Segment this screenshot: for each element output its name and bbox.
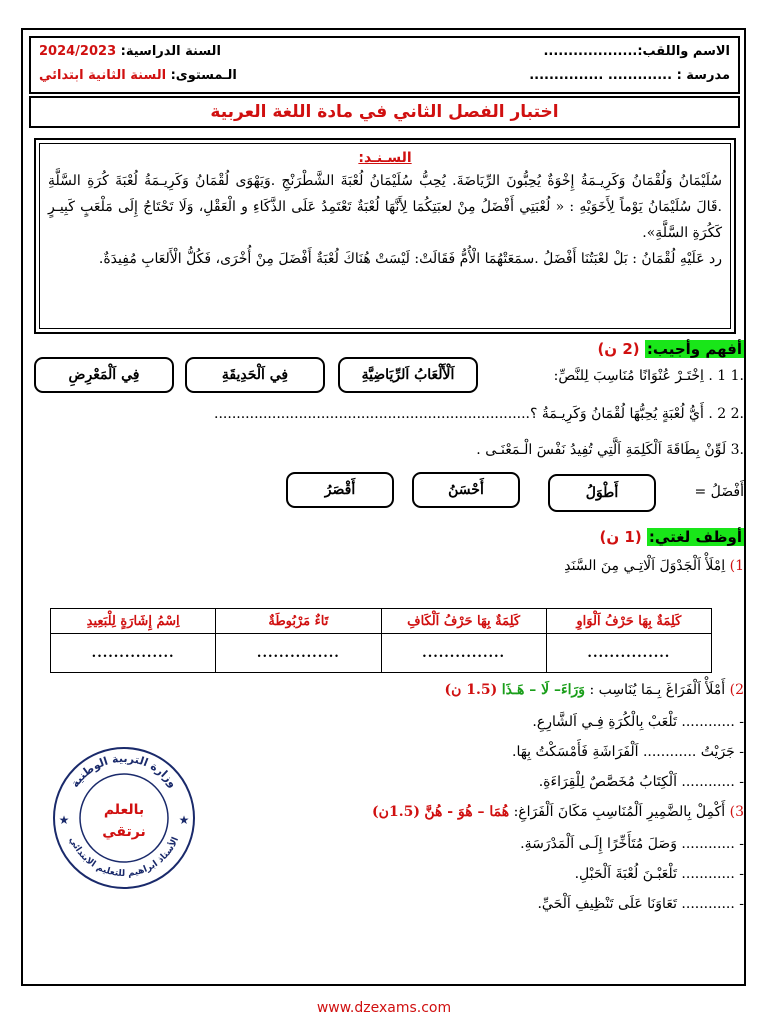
sanad-title: السـنـد: [358, 150, 412, 166]
fill-line[interactable]: - ............ تَلْعَبْـنَ لُعْبَةَ اَلْحَبْلِ. [574, 866, 744, 882]
stamp-star-icon: ★ [58, 813, 70, 827]
year-label: السنة الدراسية: [120, 44, 221, 59]
question-1-3: .3 لَوِّنْ بِطَاقَةَ اَلْكَلِمَةِ اَلَّتِي تُفِيدُ نَفْسَ الْـمَعْنَـى . [476, 442, 744, 458]
table-header: اِسْمُ إِشَارَةٍ لِلْبَعِيدِ [51, 609, 216, 634]
section-2-title: أوظف لغتي: [648, 528, 742, 546]
school-field[interactable]: مدرسة : ............. ............... [529, 68, 730, 83]
section-1-heading [597, 340, 744, 358]
q2-3-words: هُمَا – هُوَ - هُنَّ [424, 804, 510, 820]
level-value: السنة الثانية ابتدائي [39, 68, 167, 83]
footer-url[interactable]: www.dzexams.com [316, 1000, 452, 1016]
q3-target-word: أَفْضَلُ = [694, 484, 744, 500]
section-1-points: (2 ن) [597, 340, 640, 358]
q2-2-words: وَرَاءَ– لَا – هَـذَا [501, 682, 586, 698]
question-2-2 [444, 682, 744, 698]
table-header: كَلِمَةٌ بِهَا حَرْفُ اَلْكَافِ [381, 609, 546, 634]
q2-1-text: اِمْلَأْ اَلْجَدْوَلَ اَلْاتِـي مِنَ السَّنَدِ [564, 558, 726, 574]
fill-line[interactable]: - ............ اَلْكِتَابُ مُخَصَّصٌ لِلْقِرَاءَةِ. [538, 774, 744, 790]
q2-2-number: 2) [729, 682, 744, 698]
question-2-1 [564, 558, 744, 574]
stamp-center-line-2: نرتقي [102, 824, 146, 840]
q2-3-number: 3) [729, 804, 744, 820]
question-1-1: .1 1 . اِخْتَـرْ عُنْوَانًا مُنَاسِبَ لِلنَّصِّ: [553, 368, 744, 384]
sanad-paragraph-2: رد عَلَيْهِ لُقْمَانُ : بَلْ لعْبَتُنَا أَفْضَلُ .سمَعَتْهُمَا الْأُمُّ فَقَالَتْ: لَيْسَتْ هُنَاكَ لُعْبَةٌ أَفْضَلَ مِنْ أُخْرَى، فَكُلُّ الْأَلعَابِ مُفِيدَةٌ. [98, 251, 722, 267]
exam-title: اختبار الفصل الثاني في مادة اللغة العربية [29, 96, 740, 128]
header-box [29, 36, 740, 94]
question-1-2[interactable]: .2 2 . أَيُّ لُعْبَةٍ يُحِبُّهَا لُقْمَانُ وَكَرِيـمَةُ ؟....................................................................... [214, 406, 744, 422]
table-cell[interactable]: ............... [546, 634, 711, 673]
q2-2-text: أَمْلَأْ اَلْفَرَاغَ بِـمَا يُنَاسِب : [589, 682, 726, 698]
q2-2-points: (1.5 ن) [444, 682, 498, 698]
section-1-title: أفهم وأجيب: [646, 340, 742, 358]
stamp-star-icon: ★ [178, 813, 190, 827]
question-2-3 [372, 804, 744, 820]
fill-line[interactable]: - ............ وَصَلَ مُتَأَخِّرًا إِلَـى اَلْمَدْرَسَةِ. [520, 836, 744, 852]
fill-line[interactable]: - ............ تَلْعَبْ بِالْكُرَةِ فِـي اَلشَّارِعِ. [532, 714, 744, 730]
table-header: كَلِمَةٌ بِهَا حَرْفُ اَلْوَاوِ [546, 609, 711, 634]
sanad-box [34, 138, 736, 334]
option-card-exhibition[interactable]: فِي اَلْمَعْرِضِ [34, 357, 174, 393]
option-card-garden[interactable]: فِي اَلْحَدِيقَةِ [185, 357, 325, 393]
word-table [50, 608, 712, 673]
stamp-ring-text: وزارة التربية الوطنية [68, 751, 180, 790]
fill-line[interactable]: - ............ تَعَاوَنَا عَلَى تَنْظِيفِ اَلْحَيِّ. [537, 896, 744, 912]
q2-3-points: (1.5ن) [372, 804, 420, 820]
sanad-paragraph-1: سُلَيْمَانُ وَلُقْمَانُ وَكَرِيـمَةُ إِخْوَةٌ يُحِبُّونَ الرِّيَاضَةَ. يُحِبُّ سُلَيْمَانُ لُعْبَةَ الشَّطْرَنْجِ .وَيَهْوَى لُقْمَانُ وَكَرِيـمَةُ لُعْبَةَ كُرَةِ السَّلَّةِ .قَالَ سُلَيْمَانُ يَوْماً لِأَخَوَيْهِ : « لُعْبَتِي أَفْضَلُ مِنْ لعبَتِكُمَا لِأَنَّهَا لُعْبَةٌ تَعْتَمِدُ عَلَى الذَّكَاءِ و الْعَقْلِ، وَلَا تَحْتَاجُ إِلَى مَلْعَبٍ كَبِيـرٍ كَكُرَةِ السَّلَّةِ». [48, 173, 722, 241]
table-header: تَاءٌ مَرْبُوطَةٌ [216, 609, 381, 634]
option-card-shorter[interactable]: أَقْصَرُ [286, 472, 394, 508]
section-2-points: (1 ن) [599, 528, 642, 546]
table-cell[interactable]: ............... [51, 634, 216, 673]
q2-1-number: 1) [729, 558, 744, 574]
name-field[interactable]: الاسم واللقب:................... [543, 44, 730, 59]
level-label: الـمستوى: [170, 68, 237, 83]
section-2-heading [600, 528, 745, 546]
q2-3-text: أَكْمِلْ بِالضَّمِيرِ اَلْمُنَاسِبِ مَكَانَ اَلْفَرَاغِ: [513, 804, 726, 820]
stamp-bottom-text: الأستاذ ابراهيم للتعليم الابتدائي [66, 835, 182, 879]
option-card-better[interactable]: أَحْسَنُ [412, 472, 520, 508]
option-card-sports[interactable]: اَلْأَلْعَابُ اَلرِّيَاضِيَّةِ [338, 357, 478, 393]
school-stamp [50, 744, 198, 892]
stamp-inner-ring [80, 774, 168, 862]
stamp-center-line-1: بالعلم [103, 802, 145, 818]
stamp-outer-ring [54, 748, 194, 888]
year-value: 2024/2023 [39, 44, 117, 59]
option-card-taller[interactable]: أَطْوَلُ [548, 474, 656, 512]
fill-line[interactable]: - جَرَيْتُ ............ اَلْفَرَاشَةِ فَأَمْسَكْتُ بِهَا. [512, 744, 744, 760]
table-cell[interactable]: ............... [216, 634, 381, 673]
table-cell[interactable]: ............... [381, 634, 546, 673]
